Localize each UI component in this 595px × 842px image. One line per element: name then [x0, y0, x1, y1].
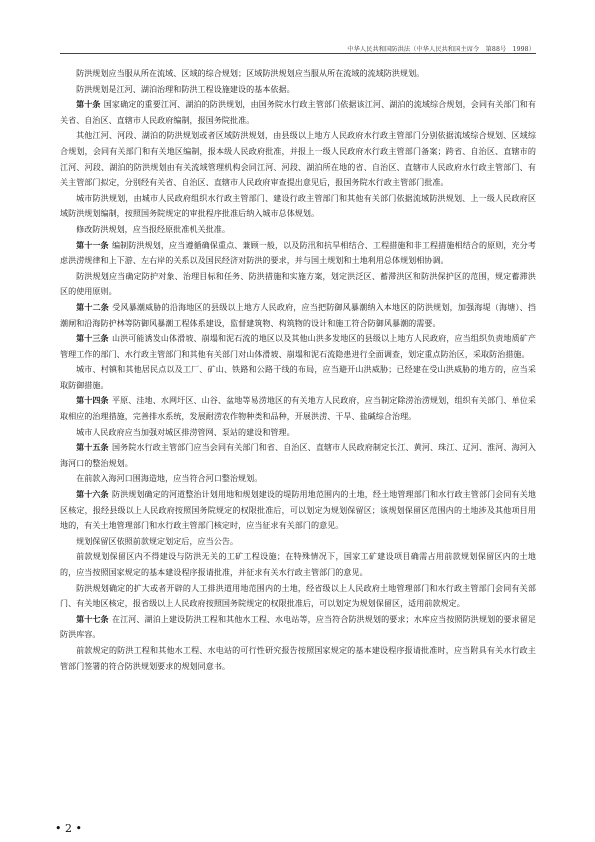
paragraph-text: 城市防洪规划，由城市人民政府组织水行政主管部门、建设行政主管部门和其他有关部门依据流域防洪规划、上一级人民政府区域防洪规划编制，按照国务院规定的审批程序批准后纳入城市总体规划。	[60, 193, 536, 219]
paragraph	[60, 471, 536, 487]
article-number: 第十七条	[76, 614, 109, 624]
paragraph-text: 国家确定的重要江河、湖泊的防洪规划，由国务院水行政主管部门依据该江河、湖泊的流域综合规划，会同有关部门和有关省、自治区、直辖市人民政府编制，报国务院批准。	[60, 100, 536, 125]
article-number: 第十六条	[76, 490, 109, 500]
paragraph-text: 规划保留区依照前款规定划定后，应当公告。	[76, 536, 239, 546]
paragraph	[60, 82, 536, 98]
paragraph	[60, 222, 536, 238]
paragraph-text: 国务院水行政主管部门应当会同有关部门和省、自治区、直辖市人民政府制定长江、黄河、珠江、辽河、淮河、海河入海河口的整治规划。	[60, 443, 536, 468]
paragraph-text: 防洪规划确定的河道整治计划用地和规划建设的堤防用地范围内的土地，经土地管理部门和水行政主管部门会同有关地区核定，报经县级以上人民政府按照国务院规定的权限批准后，可以划定为规划保留区；该规划保留区范围内的土地涉及其他项目用地的，有关土地管理部门和水行政主管部门核定时，应当征求有关部门的意见。	[60, 490, 536, 531]
paragraph	[60, 612, 536, 643]
paragraph-text: 编制防洪规划，应当遵循确保重点、兼顾一般，以及防汛和抗旱相结合、工程措施和非工程措施相结合的原则，充分考虑洪涝规律和上下游、左右岸的关系以及国民经济对防洪的要求，并与国土规划和土地利用总体规划相协调。	[60, 240, 536, 266]
article-number: 第十五条	[76, 443, 109, 453]
paragraph	[60, 393, 536, 424]
paragraph-text: 平原、洼地、水网圩区、山谷、盆地等易涝地区的有关地方人民政府，应当制定除涝治涝规划，组织有关部门、单位采取相应的治理措施，完善排水系统，发展耐涝农作物种类和品种，开展洪涝、干旱、盐碱综合治理。	[60, 396, 536, 422]
article-number: 第十一条	[76, 240, 109, 250]
page-number: • 2 •	[55, 822, 82, 835]
header-rule	[60, 53, 536, 54]
article-number: 第十四条	[76, 396, 109, 406]
paragraph-text: 防洪规划确定的扩大或者开辟的人工排洪道用地范围内的土地，经省级以上人民政府土地管理部门和水行政主管部门会同有关部门、有关地区核定，报省级以上人民政府按照国务院规定的权限批准后，可以划定为规划保留区，适用前款规定。	[60, 583, 536, 609]
paragraph-text: 防洪规划是江河、湖泊治理和防洪工程设施建设的基本依据。	[76, 84, 295, 94]
paragraph-text: 防洪规划应当确定防护对象、治理目标和任务、防洪措施和实施方案，划定洪泛区、蓄滞洪区和防洪保护区的范围，规定蓄滞洪区的使用原则。	[60, 271, 536, 297]
paragraph	[60, 300, 536, 331]
paragraph-text: 受风暴潮威胁的沿海地区的县级以上地方人民政府，应当把防御风暴潮纳入本地区的防洪规划，加强海堤（海塘）、挡潮闸和沿海防护林等防御风暴潮工程体系建设，监督建筑物、构筑物的设计和施工符合防御风暴潮的需要。	[60, 302, 536, 328]
paragraph	[60, 238, 536, 269]
paragraph-text: 前款规划保留区内不得建设与防洪无关的工矿工程设施；在特殊情况下，国家工矿建设项目确需占用前款规划保留区内的土地的，应当按照国家规定的基本建设程序报请批准，并征求有关水行政主管部门的意见。	[60, 552, 536, 577]
paragraph-text: 修改防洪规划，应当报经原批准机关批准。	[76, 224, 230, 234]
paragraph	[60, 643, 536, 674]
document-body	[60, 66, 536, 674]
running-header: 中华人民共和国防洪法（中华人民共和国主席令 第88号 1998）	[347, 46, 535, 53]
paragraph-text: 防洪规划应当服从所在流域、区域的综合规划；区域防洪规划应当服从所在流域的流域防洪规划。	[76, 69, 425, 78]
paragraph	[60, 331, 536, 362]
paragraph	[60, 549, 536, 580]
paragraph	[60, 581, 536, 612]
paragraph-text: 在前款入海河口围海造地，应当符合河口整治规划。	[76, 474, 263, 484]
paragraph	[60, 534, 536, 550]
article-number: 第十条	[76, 100, 101, 110]
paragraph	[60, 440, 536, 471]
article-number: 第十二条	[76, 302, 110, 312]
paragraph	[60, 191, 536, 222]
paragraph	[60, 487, 536, 534]
paragraph-text: 城市人民政府应当加强对城区排涝管网、泵站的建设和管理。	[76, 427, 295, 437]
paragraph-text: 前款规定的防洪工程和其他水工程、水电站的可行性研究报告按照国家规定的基本建设程序报请批准时，应当附具有关水行政主管部门签署的符合防洪规划要求的规划同意书。	[60, 645, 536, 671]
paragraph-text: 其他江河、河段、湖泊的防洪规划或者区域防洪规划，由县级以上地方人民政府水行政主管部门分别依据流域综合规划、区域综合规划，会同有关部门和有关地区编制，报本级人民政府批准，并报上一级人民政府水行政主管部门备案；跨省、自治区、直辖市的江河、河段、湖泊的防洪规划由有关流域管理机构会同江河、河段、湖泊所在地的省、自治区、直辖市人民政府水行政主管部门、有关主管部门拟定，分别经有关省、自治区、直辖市人民政府审查提出意见后，报国务院水行政主管部门批准。	[60, 131, 536, 188]
paragraph-text: 山洪可能诱发山体滑坡、崩塌和泥石流的地区以及其他山洪多发地区的县级以上地方人民政府，应当组织负责地质矿产管理工作的部门、水行政主管部门和其他有关部门对山体滑坡、崩塌和泥石流隐患进行全面调查，划定重点防治区，采取防治措施。	[60, 334, 536, 359]
paragraph	[60, 66, 536, 82]
paragraph	[60, 269, 536, 300]
paragraph-text: 城市、村镇和其他居民点以及工厂、矿山、铁路和公路干线的布局，应当避开山洪威胁；已经建在受山洪威胁的地方的，应当采取防御措施。	[60, 365, 536, 390]
paragraph-text: 在江河、湖泊上建设防洪工程和其他水工程、水电站等，应当符合防洪规划的要求；水库应当按照防洪规划的要求留足防洪库容。	[60, 614, 536, 640]
paragraph	[60, 97, 536, 128]
article-number: 第十三条	[76, 334, 109, 344]
paragraph	[60, 362, 536, 393]
paragraph	[60, 128, 536, 190]
paragraph	[60, 425, 536, 441]
